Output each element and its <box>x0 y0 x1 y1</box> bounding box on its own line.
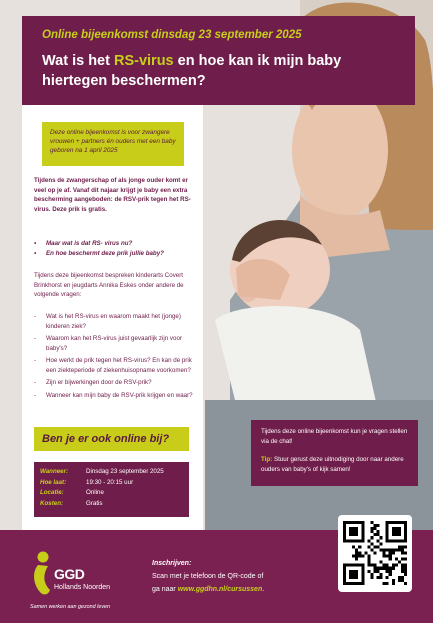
topic-list <box>34 312 199 403</box>
audience-box: Deze online bijeenkomst is voor zwangere vrouwen + partners én ouders met een baby geboren na 1 april 2025 <box>42 122 184 166</box>
topic-item: - Zijn er bijwerkingen door de RSV-prik? <box>34 379 152 386</box>
registration-info <box>152 557 332 596</box>
qr-code[interactable] <box>338 515 412 592</box>
topic-item: - Hoe werkt de prik tegen het RS-virus? En kan de prik een ziekteperiode of ziekenhuisopname voorkomen? <box>34 357 192 374</box>
qr-code-pattern <box>343 521 407 585</box>
detail-row-cost: Kosten: Gratis <box>40 499 103 507</box>
chat-info-box <box>251 420 418 486</box>
page-title <box>42 51 402 91</box>
title-part1: Wat is het <box>42 53 114 69</box>
event-details <box>34 462 189 517</box>
info-panel <box>22 105 203 530</box>
ggd-logo <box>30 550 140 620</box>
question-item: • En hoe beschermt deze prik jullie baby? <box>34 250 164 257</box>
title-highlight: RS-virus <box>113 53 174 69</box>
logo-slogan: Samen werken aan gezond leven <box>30 604 111 610</box>
detail-row-time: Hoe laat: 19:30 - 20:15 uur <box>40 478 134 486</box>
register-line2: ga naar www.ggdhn.nl/cursussen. <box>152 586 265 593</box>
speakers-paragraph: Tijdens deze bijeenkomst bespreken kinderarts Covert Brinkhorst en jeugdarts Annika Eskes onder andere de volgende vragen: <box>34 272 184 298</box>
header-banner <box>22 16 415 105</box>
register-link[interactable]: www.ggdhn.nl/cursussen <box>177 586 263 593</box>
register-line1: Scan met je telefoon de QR-code of <box>152 573 264 580</box>
topic-item: - Waarom kan het RS-virus juist gevaarlijk zijn voor baby's? <box>34 335 182 352</box>
logo-org: Hollands Noorden <box>54 584 111 591</box>
register-label: Inschrijven: <box>152 560 192 567</box>
title-part2: en hoe kan ik mijn baby hiertegen beschermen? <box>42 53 342 89</box>
topic-item: - Wanneer kan mijn baby de RSV-prik krijgen en waar? <box>34 391 193 399</box>
logo-brand: GGD <box>54 566 85 582</box>
detail-row-location: Locatie: Online <box>40 489 104 496</box>
question-list <box>34 239 199 259</box>
ggd-figure-icon <box>30 550 56 598</box>
question-item: • Maar wat is dat RS- virus nu? <box>34 240 133 247</box>
tip-text: Tip: Stuur gerust deze uitnodiging door naar andere ouders van baby's of kijk samen! <box>261 456 404 473</box>
detail-row-when: Wanneer: Dinsdag 23 september 2025 <box>40 468 164 475</box>
topic-item: - Wat is het RS-virus en waarom maakt het (jonge) kinderen ziek? <box>34 313 181 330</box>
chat-text: Tijdens deze online bijeenkomst kun je vragen stellen via de chat! <box>261 428 408 445</box>
online-question-banner: Ben je er ook online bij? <box>34 427 189 451</box>
event-subtitle: Online bijeenkomst dinsdag 23 september 2025 <box>42 29 302 41</box>
intro-paragraph: Tijdens de zwangerschap of als jonge ouder komt er veel op je af. Vanaf dit najaar krijgt je baby een extra bescherming aangeboden: de RSV-prik tegen het RS-virus. Deze prik is gratis. <box>34 177 191 213</box>
